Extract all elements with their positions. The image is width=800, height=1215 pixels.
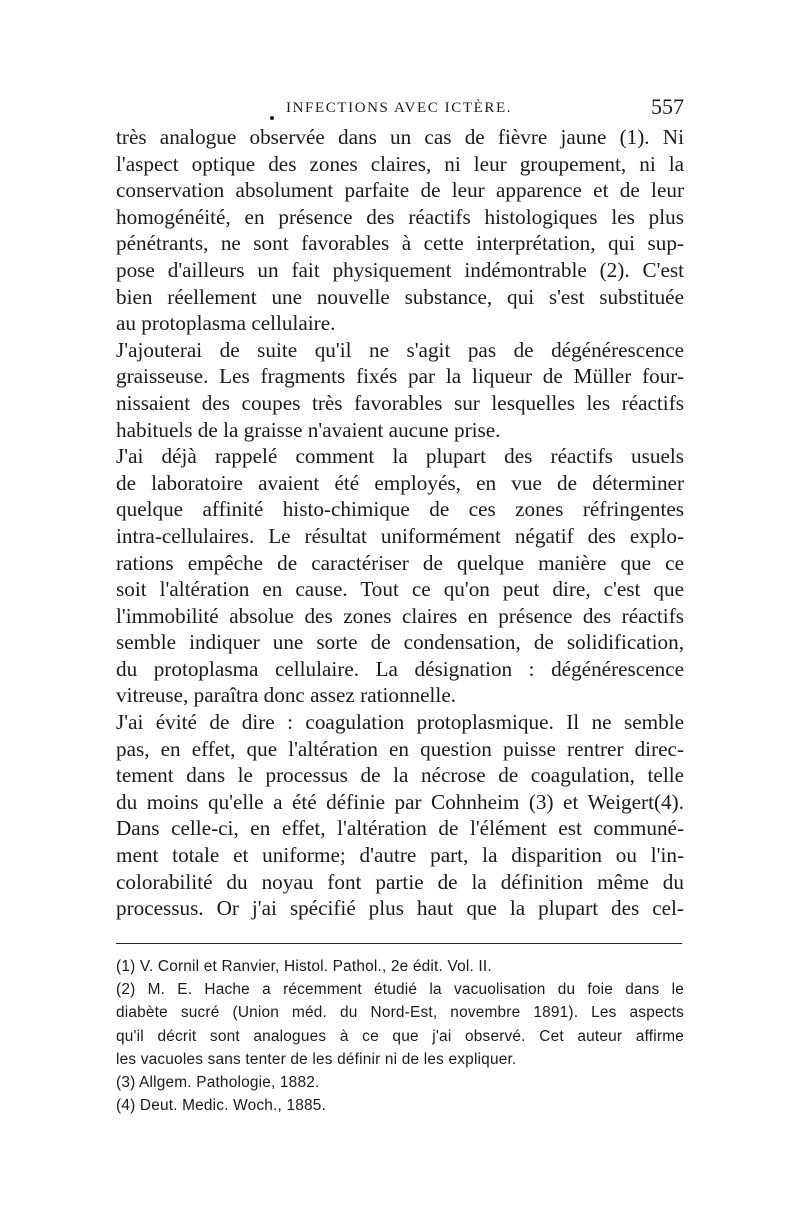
text-line: très analogue observée dans un cas de fièvre jaune (1). Ni <box>116 125 684 149</box>
text-line: Dans celle-ci, en effet, l'altération de l'élément est communé- <box>116 816 684 841</box>
page-number: 557 <box>651 94 684 119</box>
footnote-line: (4) Deut. Medic. Woch., 1885. <box>116 1097 326 1115</box>
text-line: nissaient des coupes très favorables sur lesquelles les réactifs <box>116 390 684 415</box>
text-line: de laboratoire avaient été employés, en vue de déterminer <box>116 470 684 495</box>
text-line: processus. Or j'ai spécifié plus haut que la plupart des cel- <box>116 896 684 921</box>
footnote-line: les vacuoles sans tenter de les définir ni de les expliquer. <box>116 1050 517 1068</box>
text-line: bien réellement une nouvelle substance, qui s'est substituée <box>116 284 684 309</box>
footnote-rule <box>116 943 682 944</box>
text-line: l'immobilité absolue des zones claires en présence des réactifs <box>116 603 684 628</box>
text-line: ment totale et uniforme; d'autre part, la disparition ou l'in- <box>116 843 684 868</box>
footnote-line: (1) V. Cornil et Ranvier, Histol. Pathol., 2e édit. Vol. II. <box>116 958 492 975</box>
text-line: tement dans le processus de la nécrose de coagulation, telle <box>116 763 684 788</box>
header-dot <box>270 116 274 120</box>
text-line: soit l'altération en cause. Tout ce qu'on peut dire, c'est que <box>116 577 684 602</box>
text-line: du protoplasma cellulaire. La désignation : dégénérescence <box>116 656 684 681</box>
text-line: quelque affinité histo-chimique de ces zones réfringentes <box>116 497 684 522</box>
text-line: pas, en effet, que l'altération en question puisse rentrer direc- <box>116 736 684 761</box>
text-line: J'ai évité de dire : coagulation protoplasmique. Il ne semble <box>116 710 684 735</box>
footnote-line: (2) M. E. Hache a récemment étudié la vacuolisation du foie dans le <box>116 981 684 999</box>
footnotes <box>116 955 684 1117</box>
body-text <box>116 124 684 922</box>
text-line: intra-cellulaires. Le résultat uniformément négatif des explo- <box>116 523 684 548</box>
footnote-line: diabète sucré (Union méd. du Nord-Est, novembre 1891). Les aspects <box>116 1004 684 1022</box>
text-line: pose d'ailleurs un fait physiquement indémontrable (2). C'est <box>116 257 684 282</box>
text-line: rations empêche de caractériser de quelque manière que ce <box>116 550 684 575</box>
text-line: homogénéité, en présence des réactifs histologiques les plus <box>116 204 684 229</box>
text-line: du moins qu'elle a été définie par Cohnheim (3) et Weigert(4). <box>116 789 684 814</box>
text-line: l'aspect optique des zones claires, ni leur groupement, ni la <box>116 151 684 176</box>
text-line: vitreuse, paraîtra donc assez rationnelle. <box>116 683 457 708</box>
text-line: pénétrants, ne sont favorables à cette interprétation, qui sup- <box>116 231 684 256</box>
text-line: colorabilité du noyau font partie de la définition même du <box>116 869 684 894</box>
running-header <box>116 94 684 124</box>
text-line: J'ajouterai de suite qu'il ne s'agit pas de dégénérescence <box>116 337 684 362</box>
text-line: graisseuse. Les fragments fixés par la liqueur de Müller four- <box>116 364 684 389</box>
footnote-line: qu'il décrit sont analogues à ce que j'ai observé. Cet auteur affirme <box>116 1027 684 1045</box>
text-line: J'ai déjà rappelé comment la plupart des réactifs usuels <box>116 444 684 469</box>
text-line: semble indiquer une sorte de condensation, de solidification, <box>116 630 684 655</box>
footnote-line: (3) Allgem. Pathologie, 1882. <box>116 1074 320 1092</box>
text-line: habituels de la graisse n'avaient aucune prise. <box>116 417 501 442</box>
text-line: conservation absolument parfaite de leur apparence et de leur <box>116 178 684 203</box>
text-line: au protoplasma cellulaire. <box>116 311 336 336</box>
running-title: INFECTIONS AVEC ICTÈRE. <box>286 100 513 116</box>
